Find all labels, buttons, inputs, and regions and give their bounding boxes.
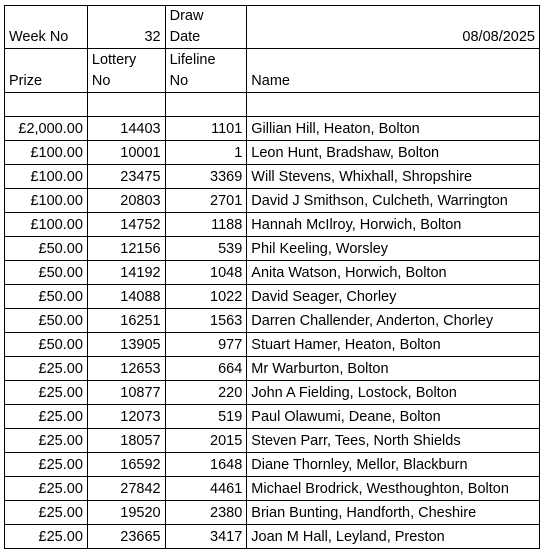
winner-row [5,141,540,165]
winner-name-cell: Hannah McIlroy, Horwich, Bolton [247,213,540,237]
lottery-header-line2: No [91,73,111,89]
winner-row [5,237,540,261]
winner-row [5,309,540,333]
winner-name-cell: Phil Keeling, Worsley [247,237,540,261]
blank-cell [247,93,540,117]
winner-name-cell: Leon Hunt, Bradshaw, Bolton [247,141,540,165]
prize-cell: £100.00 [5,213,88,237]
lifeline-no-cell: 664 [165,357,247,381]
winner-name-cell: David J Smithson, Culcheth, Warrington [247,189,540,213]
lifeline-header-line1: Lifeline [169,52,216,68]
winner-name-cell: Paul Olawumi, Deane, Bolton [247,405,540,429]
prize-cell: £25.00 [5,477,88,501]
lottery-no-cell: 16592 [87,453,165,477]
prize-cell: £25.00 [5,405,88,429]
lifeline-no-cell: 2380 [165,501,247,525]
winner-name-cell: Darren Challender, Anderton, Chorley [247,309,540,333]
prize-cell: £50.00 [5,333,88,357]
prize-cell: £50.00 [5,309,88,333]
prize-column-header: Prize [5,49,88,93]
column-header-row [5,49,540,93]
lifeline-header-line2: No [169,73,189,89]
lottery-no-cell: 10001 [87,141,165,165]
prize-cell: £50.00 [5,285,88,309]
winner-name-cell: Anita Watson, Horwich, Bolton [247,261,540,285]
winner-name-cell: Will Stevens, Whixhall, Shropshire [247,165,540,189]
lifeline-no-cell: 1101 [165,117,247,141]
blank-row [5,93,540,117]
winner-row [5,165,540,189]
winner-row [5,213,540,237]
draw-date-label-line2: Date [169,29,201,45]
lottery-no-cell: 12653 [87,357,165,381]
lottery-no-cell: 20803 [87,189,165,213]
winner-name-cell: David Seager, Chorley [247,285,540,309]
winner-name-cell: Gillian Hill, Heaton, Bolton [247,117,540,141]
winner-row [5,357,540,381]
lottery-no-cell: 14088 [87,285,165,309]
winner-name-cell: Brian Bunting, Handforth, Cheshire [247,501,540,525]
winner-row [5,333,540,357]
lottery-header-line1: Lottery [91,52,137,68]
lottery-no-cell: 12073 [87,405,165,429]
lottery-no-cell: 23665 [87,525,165,549]
winner-name-cell: Stuart Hamer, Heaton, Bolton [247,333,540,357]
prize-cell: £100.00 [5,141,88,165]
lottery-no-cell: 12156 [87,237,165,261]
week-no-value: 32 [87,6,165,49]
winner-row [5,117,540,141]
prize-cell: £25.00 [5,501,88,525]
lottery-no-cell: 14403 [87,117,165,141]
draw-date-value: 08/08/2025 [247,6,540,49]
prize-cell: £25.00 [5,429,88,453]
winner-row [5,261,540,285]
prize-cell: £100.00 [5,165,88,189]
week-header-row [5,6,540,49]
lottery-no-cell: 19520 [87,501,165,525]
lifeline-no-cell: 1563 [165,309,247,333]
lifeline-no-cell: 3417 [165,525,247,549]
blank-cell [87,93,165,117]
lottery-no-cell: 18057 [87,429,165,453]
blank-cell [165,93,247,117]
lottery-no-column-header [87,49,165,93]
prize-cell: £25.00 [5,453,88,477]
winner-name-cell: Mr Warburton, Bolton [247,357,540,381]
winner-name-cell: Joan M Hall, Leyland, Preston [247,525,540,549]
prize-cell: £25.00 [5,525,88,549]
prize-cell: £100.00 [5,189,88,213]
winner-name-cell: Steven Parr, Tees, North Shields [247,429,540,453]
winner-row [5,429,540,453]
winner-row [5,453,540,477]
winner-row [5,285,540,309]
draw-date-label-line1: Draw [169,8,204,24]
lifeline-no-cell: 220 [165,381,247,405]
winner-name-cell: Michael Brodrick, Westhoughton, Bolton [247,477,540,501]
winner-row [5,477,540,501]
draw-date-label [165,6,247,49]
results-table [4,5,540,549]
lottery-no-cell: 14752 [87,213,165,237]
winner-row [5,501,540,525]
lifeline-no-cell: 3369 [165,165,247,189]
lifeline-no-cell: 1048 [165,261,247,285]
lifeline-no-cell: 4461 [165,477,247,501]
lifeline-no-cell: 1022 [165,285,247,309]
prize-cell: £50.00 [5,261,88,285]
blank-cell [5,93,88,117]
prize-cell: £25.00 [5,357,88,381]
lifeline-no-cell: 519 [165,405,247,429]
week-no-label: Week No [5,6,88,49]
prize-cell: £50.00 [5,237,88,261]
lottery-no-cell: 13905 [87,333,165,357]
lifeline-no-cell: 1648 [165,453,247,477]
winner-name-cell: Diane Thornley, Mellor, Blackburn [247,453,540,477]
lifeline-no-cell: 1188 [165,213,247,237]
lottery-no-cell: 10877 [87,381,165,405]
prize-cell: £2,000.00 [5,117,88,141]
lifeline-no-column-header [165,49,247,93]
lifeline-no-cell: 539 [165,237,247,261]
winner-row [5,525,540,549]
winner-row [5,405,540,429]
lottery-no-cell: 27842 [87,477,165,501]
lottery-no-cell: 14192 [87,261,165,285]
name-column-header: Name [247,49,540,93]
lifeline-no-cell: 977 [165,333,247,357]
lifeline-no-cell: 2015 [165,429,247,453]
winner-name-cell: John A Fielding, Lostock, Bolton [247,381,540,405]
prize-cell: £25.00 [5,381,88,405]
lifeline-no-cell: 2701 [165,189,247,213]
lottery-no-cell: 23475 [87,165,165,189]
winner-row [5,381,540,405]
lifeline-no-cell: 1 [165,141,247,165]
winner-row [5,189,540,213]
lottery-no-cell: 16251 [87,309,165,333]
